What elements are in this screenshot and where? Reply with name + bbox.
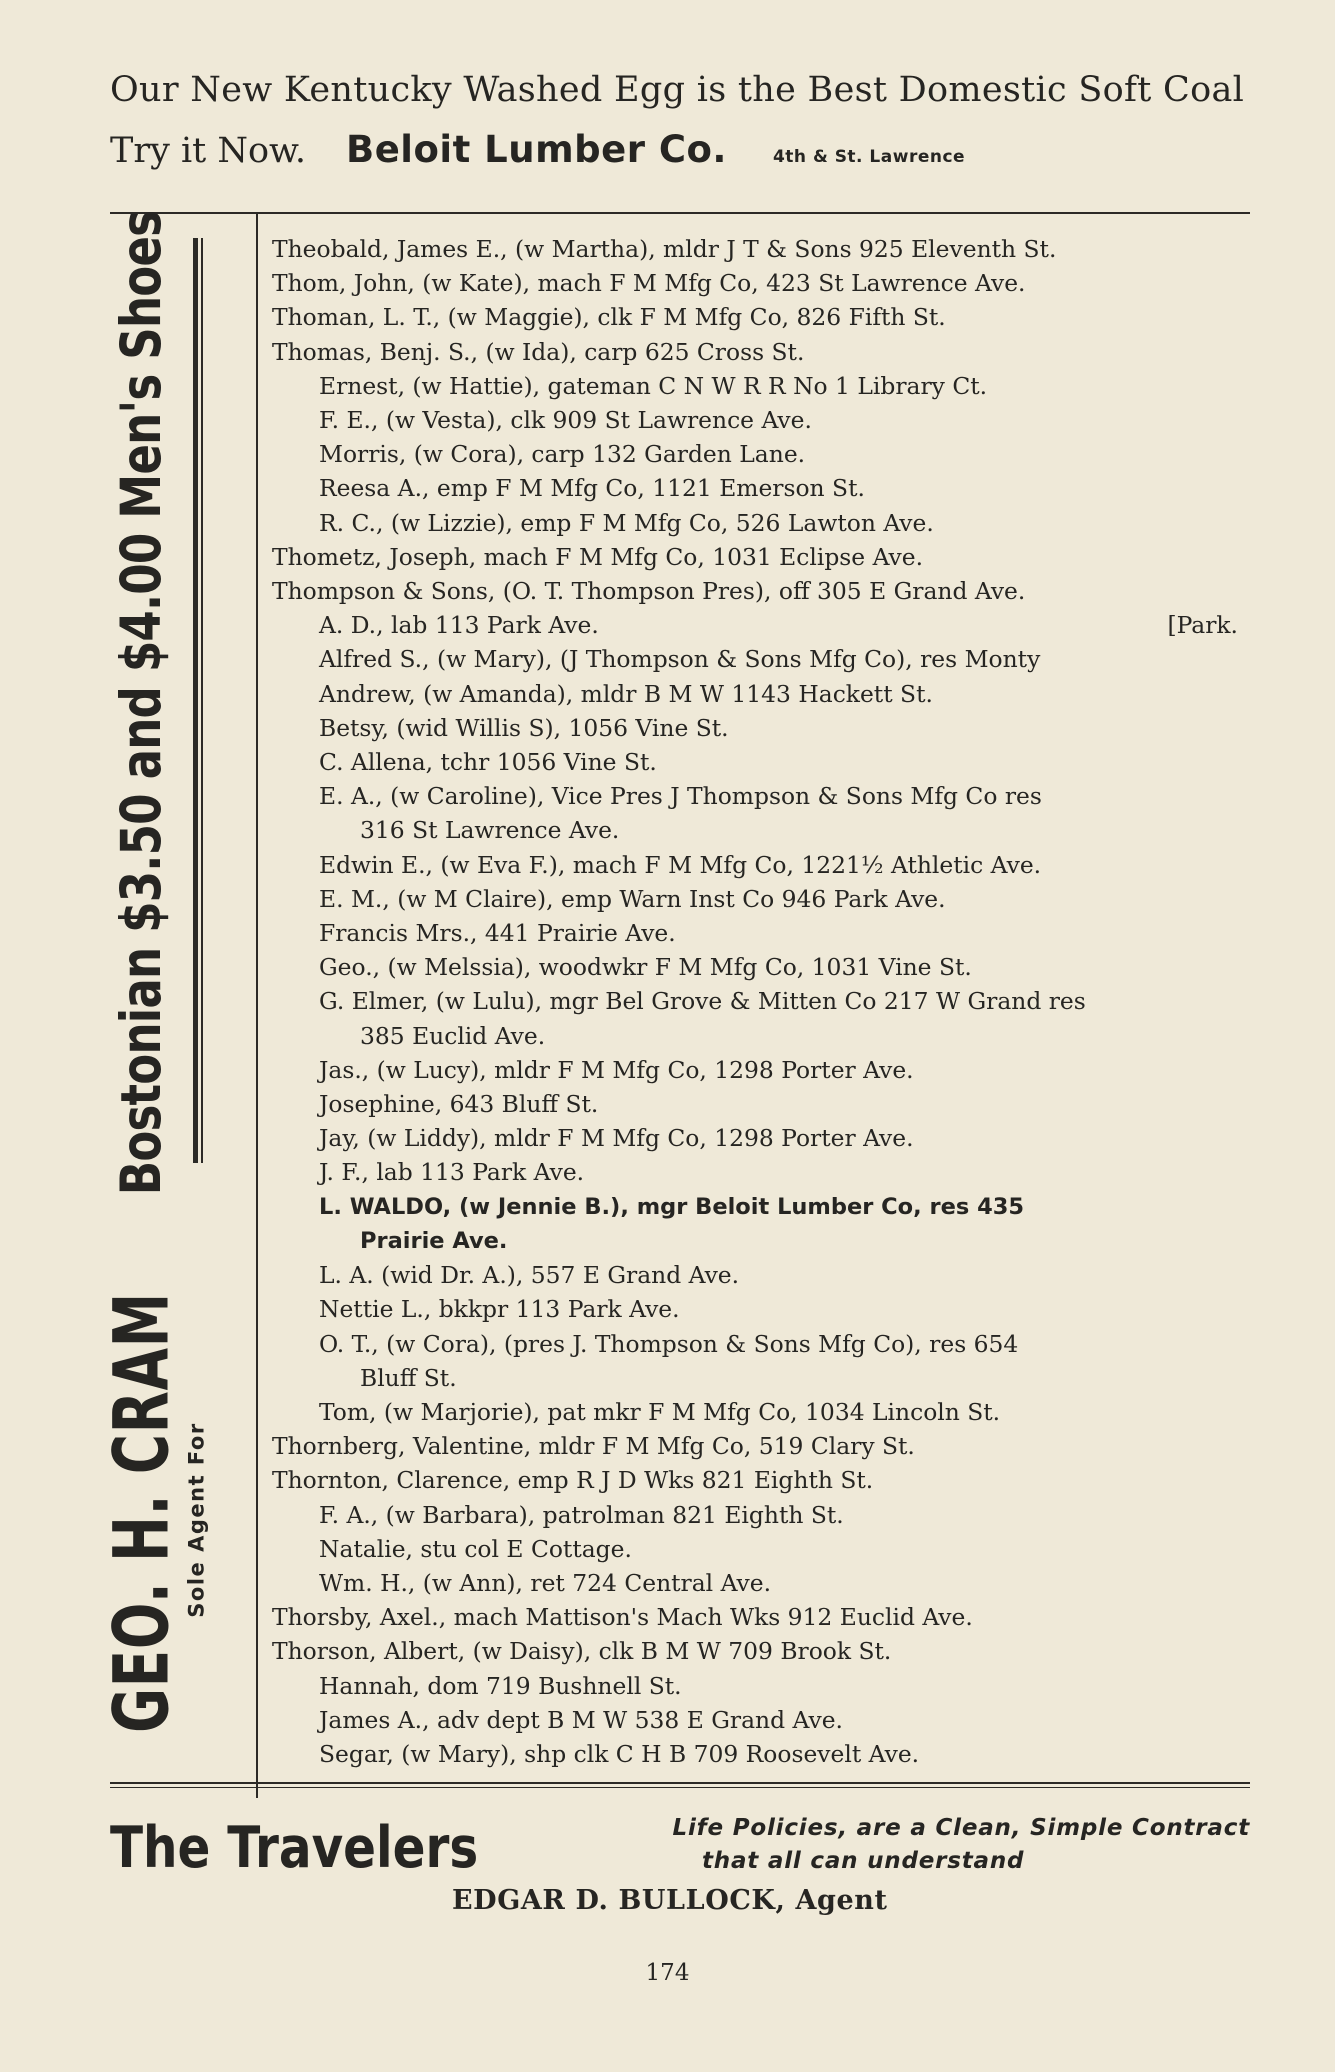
bottom-rule xyxy=(110,1782,1250,1784)
directory-entry: O. T., (w Cora), (pres J. Thompson & Sons Mfg Co), res 654 xyxy=(319,1329,1019,1358)
travelers-company-name: The Travelers xyxy=(110,1815,479,1881)
directory-entry: J. F., lab 113 Park Ave. xyxy=(319,1158,585,1187)
directory-entry: E. M., (w M Claire), emp Warn Inst Co 946 Park Ave. xyxy=(319,884,946,913)
side-ad-shoes xyxy=(100,210,182,1195)
directory-entry: Natalie, stu col E Cottage. xyxy=(319,1534,632,1563)
travelers-slogan-line2: that all can understand xyxy=(702,1848,1025,1874)
directory-entry: Jas., (w Lucy), mldr F M Mfg Co, 1298 Porter Ave. xyxy=(319,1055,914,1084)
side-ad-agent xyxy=(180,1375,214,1665)
directory-entry: Francis Mrs., 441 Prairie Ave. xyxy=(319,919,676,948)
directory-entry: Thorsby, Axel., mach Mattison's Mach Wks 912 Euclid Ave. xyxy=(272,1603,973,1632)
directory-entries xyxy=(272,232,1248,1771)
directory-entry: Jay, (w Liddy), mldr F M Mfg Co, 1298 Porter Ave. xyxy=(319,1124,914,1153)
directory-entry: Edwin E., (w Eva F.), mach F M Mfg Co, 1221½ Athletic Ave. xyxy=(319,850,1042,879)
page-number: 174 xyxy=(645,1960,690,1986)
directory-entry: R. C., (w Lizzie), emp F M Mfg Co, 526 Lawton Ave. xyxy=(319,508,934,537)
directory-entry: C. Allena, tchr 1056 Vine St. xyxy=(319,748,657,777)
directory-entry-continuation: 316 St Lawrence Ave. xyxy=(360,816,620,845)
side-bar-thin xyxy=(201,238,203,1163)
beloit-lumber-brand: Beloit Lumber Co. xyxy=(346,128,727,171)
entry-text: A. D., lab 113 Park Ave. xyxy=(319,611,599,640)
directory-entry: Geo., (w Melssia), woodwkr F M Mfg Co, 1031 Vine St. xyxy=(319,953,972,982)
travelers-slogan-line1: Life Policies, are a Clean, Simple Contract xyxy=(672,1815,1250,1841)
directory-entry: Thorson, Albert, (w Daisy), clk B M W 709 Brook St. xyxy=(272,1637,892,1666)
try-it-now-text: Try it Now. xyxy=(110,131,306,171)
directory-entry: Nettie L., bkkpr 113 Park Ave. xyxy=(319,1295,680,1324)
directory-entry: Wm. H., (w Ann), ret 724 Central Ave. xyxy=(319,1568,772,1597)
top-advertisement xyxy=(110,70,1245,171)
directory-entry: Hannah, dom 719 Bushnell St. xyxy=(319,1671,682,1700)
center-vertical-rule xyxy=(256,212,258,1798)
directory-entry: Tom, (w Marjorie), pat mkr F M Mfg Co, 1034 Lincoln St. xyxy=(319,1397,1001,1426)
directory-entry: James A., adv dept B M W 538 E Grand Ave. xyxy=(319,1705,843,1734)
directory-entry: Thom, John, (w Kate), mach F M Mfg Co, 423 St Lawrence Ave. xyxy=(272,269,1026,298)
directory-entry: Thornton, Clarence, emp R J D Wks 821 Eighth St. xyxy=(272,1466,874,1495)
directory-entry: Betsy, (wid Willis S), 1056 Vine St. xyxy=(319,713,729,742)
geo-h-cram-text: GEO. H. CRAM xyxy=(96,1292,186,1733)
directory-entry xyxy=(272,608,1248,642)
top-rule xyxy=(110,212,1250,214)
directory-entry: Morris, (w Cora), carp 132 Garden Lane. xyxy=(319,440,806,469)
directory-entry: L. A. (wid Dr. A.), 557 E Grand Ave. xyxy=(319,1261,740,1290)
travelers-agent-name: EDGAR D. BULLOCK, Agent xyxy=(452,1885,888,1916)
coal-ad-headline: Our New Kentucky Washed Egg is the Best Domestic Soft Coal xyxy=(110,70,1245,110)
directory-entry-continuation: Bluff St. xyxy=(360,1363,457,1392)
beloit-lumber-address: 4th & St. Lawrence xyxy=(772,147,966,167)
sole-agent-text: Sole Agent For xyxy=(185,1422,210,1618)
bottom-rule-double xyxy=(110,1787,1250,1788)
directory-entry: G. Elmer, (w Lulu), mgr Bel Grove & Mitten Co 217 W Grand res xyxy=(319,987,1086,1016)
side-ad-cram xyxy=(96,1235,186,1790)
directory-entry: E. A., (w Caroline), Vice Pres J Thompson & Sons Mfg Co res xyxy=(319,782,1042,811)
side-bar-thick xyxy=(193,238,198,1163)
directory-entry: Ernest, (w Hattie), gateman C N W R R No 1 Library Ct. xyxy=(319,371,988,400)
directory-entry: Thomas, Benj. S., (w Ida), carp 625 Cross St. xyxy=(272,337,805,366)
directory-entry: Josephine, 643 Bluff St. xyxy=(319,1090,599,1119)
entry-overflow-text: [Park. xyxy=(1167,611,1238,640)
directory-entry: F. E., (w Vesta), clk 909 St Lawrence Ave. xyxy=(319,406,812,435)
bottom-advertisement xyxy=(110,1815,1250,1935)
directory-entry: F. A., (w Barbara), patrolman 821 Eighth St. xyxy=(319,1500,844,1529)
directory-entry-continuation: 385 Euclid Ave. xyxy=(360,1021,546,1050)
directory-entry: Thoman, L. T., (w Maggie), clk F M Mfg Co, 826 Fifth St. xyxy=(272,303,946,332)
directory-entry: Alfred S., (w Mary), (J Thompson & Sons Mfg Co), res Monty xyxy=(319,645,1041,674)
directory-entry: Reesa A., emp F M Mfg Co, 1121 Emerson St. xyxy=(319,474,865,503)
directory-entry: Andrew, (w Amanda), mldr B M W 1143 Hackett St. xyxy=(319,679,933,708)
directory-entry: Thompson & Sons, (O. T. Thompson Pres), off 305 E Grand Ave. xyxy=(272,577,1026,606)
directory-entry: Thornberg, Valentine, mldr F M Mfg Co, 519 Clary St. xyxy=(272,1432,915,1461)
directory-entry-bold: L. WALDO, (w Jennie B.), mgr Beloit Lumber Co, res 435 xyxy=(319,1193,1025,1220)
coal-ad-line2 xyxy=(110,128,1245,171)
directory-entry: Theobald, James E., (w Martha), mldr J T & Sons 925 Eleventh St. xyxy=(272,235,1057,263)
bostonian-shoes-text: Bostonian $3.50 and $4.00 Men's Shoes xyxy=(109,210,174,1195)
directory-entry: Segar, (w Mary), shp clk C H B 709 Roosevelt Ave. xyxy=(319,1739,920,1768)
directory-entry-continuation: Prairie Ave. xyxy=(360,1227,508,1254)
directory-entry: Thometz, Joseph, mach F M Mfg Co, 1031 Eclipse Ave. xyxy=(272,542,924,571)
